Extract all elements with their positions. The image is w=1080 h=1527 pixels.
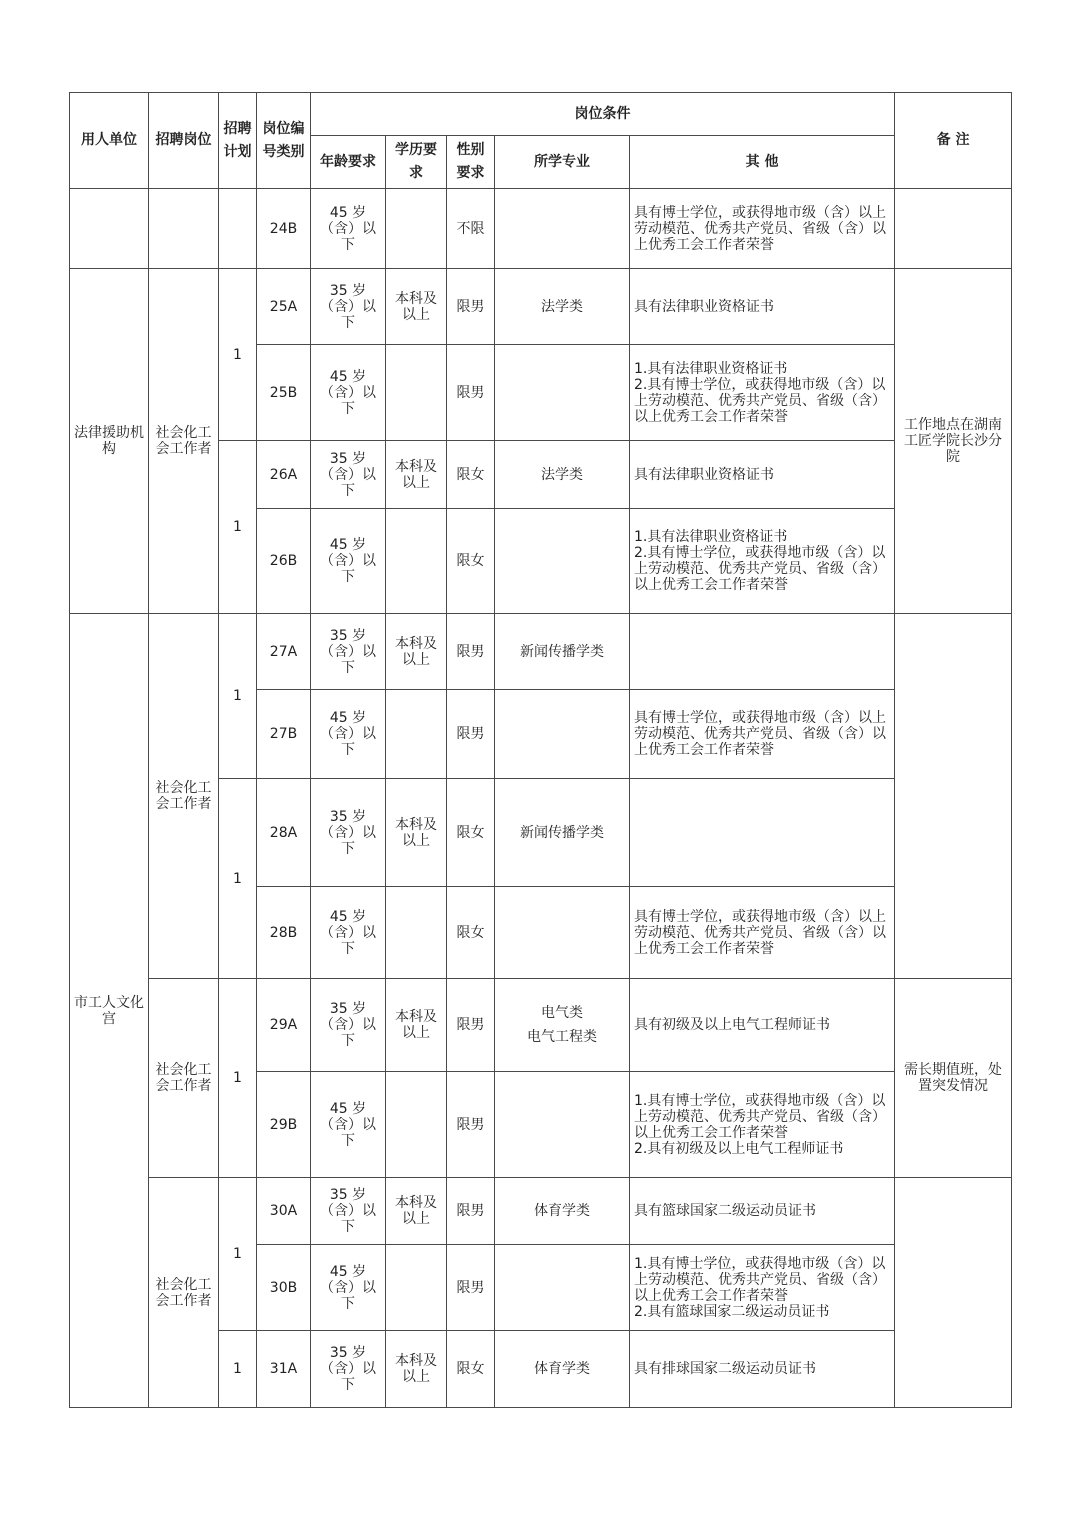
recruitment-table: [69, 92, 1012, 1408]
position-cell: [149, 189, 219, 269]
other-line: 2.具有博士学位，或获得地市级（含）以上劳动模范、优秀共产党员、省级（含）以上优秀工会工作者荣誉: [634, 545, 886, 593]
unit-cell: [70, 189, 149, 269]
major-cell: [495, 189, 630, 269]
major-cell: [495, 509, 630, 614]
other-line: 2.具有篮球国家二级运动员证书: [634, 1303, 830, 1320]
major-cell: 新闻传播学类: [495, 614, 630, 690]
table-row: [70, 1178, 1012, 1245]
education-cell: [386, 690, 447, 779]
major-cell: [495, 1072, 630, 1178]
age-cell: 35 岁（含）以下: [311, 441, 386, 509]
gender-cell: 不限: [447, 189, 495, 269]
header-conditions: 岗位条件: [311, 93, 895, 136]
plan-cell: 1: [219, 1178, 257, 1331]
major-cell: 体育学类: [495, 1178, 630, 1245]
other-cell: 具有博士学位，或获得地市级（含）以上劳动模范、优秀共产党员、省级（含）以上优秀工会工作者荣誉: [630, 887, 895, 979]
other-cell: [630, 614, 895, 690]
header-plan: 招聘计划: [219, 93, 257, 189]
major-cell: [495, 1245, 630, 1331]
plan-cell: 1: [219, 441, 257, 614]
other-cell: 具有法律职业资格证书: [630, 269, 895, 345]
code-cell: 25A: [257, 269, 311, 345]
remark-cell: 需长期值班，处置突发情况: [895, 979, 1012, 1178]
other-cell: 具有篮球国家二级运动员证书: [630, 1178, 895, 1245]
gender-cell: 限女: [447, 1331, 495, 1408]
header-other: 其 他: [630, 136, 895, 189]
age-cell: 45 岁（含）以下: [311, 1245, 386, 1331]
plan-cell: 1: [219, 779, 257, 979]
age-cell: 35 岁（含）以下: [311, 614, 386, 690]
education-cell: 本科及以上: [386, 269, 447, 345]
age-cell: 45 岁（含）以下: [311, 887, 386, 979]
header-gender: 性别要求: [447, 136, 495, 189]
gender-cell: 限男: [447, 1178, 495, 1245]
gender-cell: 限男: [447, 345, 495, 441]
other-cell: [630, 1072, 895, 1178]
header-education: 学历要求: [386, 136, 447, 189]
education-cell: 本科及以上: [386, 1331, 447, 1408]
other-cell: 具有法律职业资格证书: [630, 441, 895, 509]
code-cell: 30B: [257, 1245, 311, 1331]
header-row: [70, 93, 1012, 136]
other-cell: 具有博士学位，或获得地市级（含）以上劳动模范、优秀共产党员、省级（含）以上优秀工会工作者荣誉: [630, 189, 895, 269]
other-cell: [630, 1245, 895, 1331]
age-cell: 45 岁（含）以下: [311, 345, 386, 441]
unit-cell: 市工人文化宫: [70, 614, 149, 1408]
header-code: 岗位编号类别: [257, 93, 311, 189]
code-cell: 27B: [257, 690, 311, 779]
education-cell: [386, 345, 447, 441]
education-cell: [386, 509, 447, 614]
major-line: 电气类: [541, 1005, 583, 1021]
education-cell: [386, 887, 447, 979]
other-line: 2.具有初级及以上电气工程师证书: [634, 1140, 844, 1157]
other-line: 2.具有博士学位，或获得地市级（含）以上劳动模范、优秀共产党员、省级（含）以上优秀工会工作者荣誉: [634, 376, 886, 425]
other-cell: [630, 779, 895, 887]
education-cell: [386, 1072, 447, 1178]
code-cell: 27A: [257, 614, 311, 690]
education-cell: 本科及以上: [386, 1178, 447, 1245]
education-cell: 本科及以上: [386, 614, 447, 690]
code-cell: 29A: [257, 979, 311, 1072]
major-cell: 法学类: [495, 269, 630, 345]
major-cell: [495, 979, 630, 1072]
other-line: 1.具有博士学位，或获得地市级（含）以上劳动模范、优秀共产党员、省级（含）以上优秀工会工作者荣誉: [634, 1092, 886, 1141]
header-unit: 用人单位: [70, 93, 149, 189]
unit-cell: 法律援助机构: [70, 269, 149, 614]
education-cell: 本科及以上: [386, 441, 447, 509]
other-cell: [630, 345, 895, 441]
gender-cell: 限女: [447, 887, 495, 979]
plan-cell: 1: [219, 269, 257, 441]
table-row: [70, 189, 1012, 269]
age-cell: 35 岁（含）以下: [311, 269, 386, 345]
age-cell: 35 岁（含）以下: [311, 1331, 386, 1408]
remark-cell: [895, 189, 1012, 269]
major-cell: [495, 690, 630, 779]
other-cell: 具有初级及以上电气工程师证书: [630, 979, 895, 1072]
gender-cell: 限男: [447, 1245, 495, 1331]
major-cell: 法学类: [495, 441, 630, 509]
position-cell: 社会化工会工作者: [149, 614, 219, 979]
gender-cell: 限男: [447, 979, 495, 1072]
position-cell: 社会化工会工作者: [149, 269, 219, 614]
position-cell: 社会化工会工作者: [149, 1178, 219, 1408]
position-cell: 社会化工会工作者: [149, 979, 219, 1178]
remark-cell: [895, 1178, 1012, 1408]
header-position: 招聘岗位: [149, 93, 219, 189]
code-cell: 30A: [257, 1178, 311, 1245]
major-cell: [495, 887, 630, 979]
age-cell: 45 岁（含）以下: [311, 1072, 386, 1178]
age-cell: 35 岁（含）以下: [311, 979, 386, 1072]
education-cell: 本科及以上: [386, 779, 447, 887]
table-row: [70, 614, 1012, 690]
header-age: 年龄要求: [311, 136, 386, 189]
other-line: 1.具有法律职业资格证书: [634, 529, 788, 545]
age-cell: 45 岁（含）以下: [311, 189, 386, 269]
age-cell: 45 岁（含）以下: [311, 690, 386, 779]
education-cell: [386, 189, 447, 269]
header-major: 所学专业: [495, 136, 630, 189]
age-cell: 35 岁（含）以下: [311, 779, 386, 887]
gender-cell: 限男: [447, 690, 495, 779]
remark-cell: 工作地点在湖南工匠学院长沙分院: [895, 269, 1012, 614]
major-cell: 体育学类: [495, 1331, 630, 1408]
other-cell: 具有博士学位，或获得地市级（含）以上劳动模范、优秀共产党员、省级（含）以上优秀工会工作者荣誉: [630, 690, 895, 779]
other-cell: [630, 509, 895, 614]
code-cell: 29B: [257, 1072, 311, 1178]
code-cell: 25B: [257, 345, 311, 441]
education-cell: [386, 1245, 447, 1331]
remark-cell: [895, 614, 1012, 979]
table-row: [70, 269, 1012, 345]
major-cell: 新闻传播学类: [495, 779, 630, 887]
gender-cell: 限男: [447, 269, 495, 345]
code-cell: 31A: [257, 1331, 311, 1408]
education-cell: 本科及以上: [386, 979, 447, 1072]
gender-cell: 限女: [447, 509, 495, 614]
plan-cell: 1: [219, 1331, 257, 1408]
code-cell: 28B: [257, 887, 311, 979]
plan-cell: 1: [219, 979, 257, 1178]
age-cell: 35 岁（含）以下: [311, 1178, 386, 1245]
age-cell: 45 岁（含）以下: [311, 509, 386, 614]
gender-cell: 限女: [447, 779, 495, 887]
major-line: 电气工程类: [527, 1029, 597, 1045]
header-remarks: 备 注: [895, 93, 1012, 189]
code-cell: 26B: [257, 509, 311, 614]
table-row: [70, 979, 1012, 1072]
code-cell: 24B: [257, 189, 311, 269]
other-line: 1.具有法律职业资格证书: [634, 360, 788, 377]
other-line: 1.具有博士学位，或获得地市级（含）以上劳动模范、优秀共产党员、省级（含）以上优秀工会工作者荣誉: [634, 1255, 886, 1304]
major-cell: [495, 345, 630, 441]
code-cell: 28A: [257, 779, 311, 887]
plan-cell: [219, 189, 257, 269]
plan-cell: 1: [219, 614, 257, 779]
gender-cell: 限男: [447, 1072, 495, 1178]
code-cell: 26A: [257, 441, 311, 509]
gender-cell: 限女: [447, 441, 495, 509]
gender-cell: 限男: [447, 614, 495, 690]
other-cell: 具有排球国家二级运动员证书: [630, 1331, 895, 1408]
